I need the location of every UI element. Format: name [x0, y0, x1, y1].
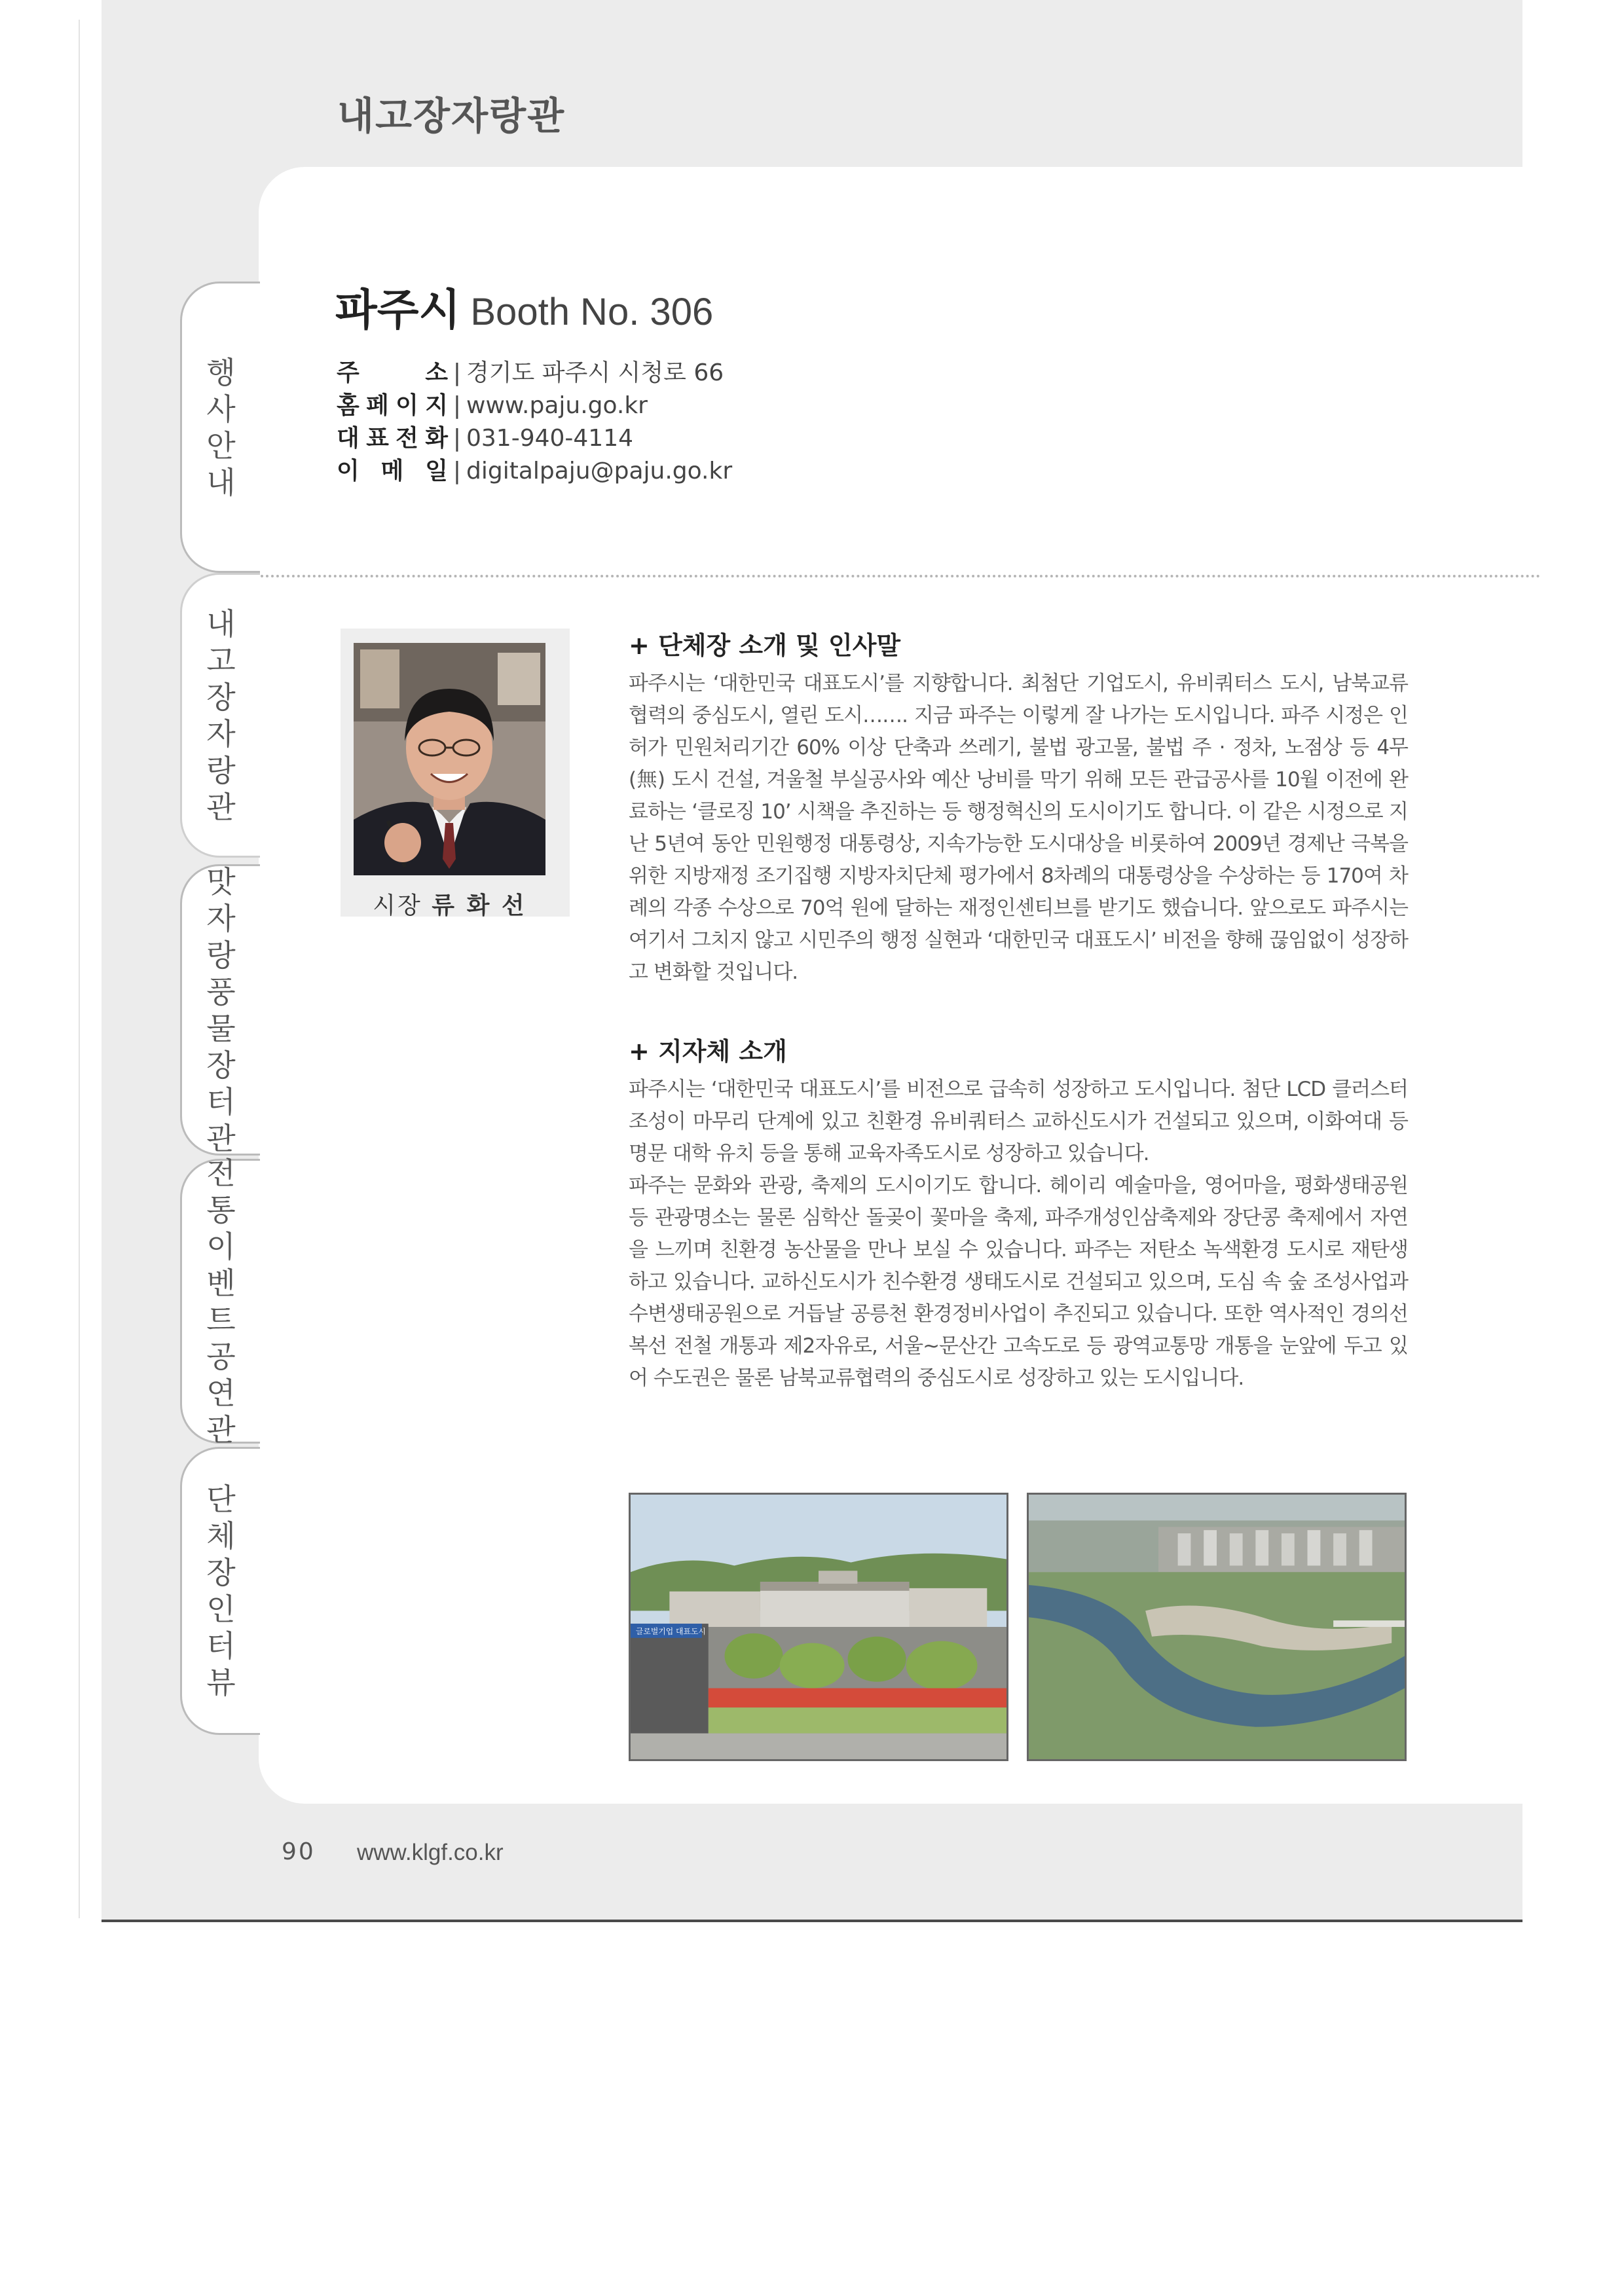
left-margin-rule	[79, 20, 80, 1918]
separator: |	[452, 425, 462, 452]
footer-url-link[interactable]: www.klgf.co.kr	[357, 1840, 504, 1865]
bottom-rule	[101, 1920, 1522, 1922]
city-intro-paragraph: 파주는 문화와 관광, 축제의 도시이기도 합니다. 헤이리 예술마을, 영어마을, 평화생태공원 등 관광명소는 물론 심학산 돌곶이 꽃마을 축제, 파주개성인삼축제와 장단콩 축제에서 자연을 느끼며 친환경 농산물을 만나 보실 수 있습니다. 파주는 저탄소 녹색환경 도시로 재탄생 하고 있습니다. 교하신도시가 친수환경 생태도시로 건설되고 있으며, 도심 속 숲 조성사업과 수변생태공원으로 거듭날 공릉천 환경정비사업이 추진되고 있습니다. 또한 역사적인 경의선 복선 전철 개통과 제2자유로, 서울~문산간 고속도로 등 광역교통망 개통을 눈앞에 두고 있어 수도권은 물론 남북교류협력의 중심도시로 성장하고 있는 도시입니다.	[629, 1174, 1408, 1390]
separator: |	[452, 392, 462, 419]
page-number: 90	[282, 1838, 316, 1865]
phone-label: 대 표 전 화	[337, 425, 448, 452]
booth-number: Booth No. 306	[470, 291, 714, 333]
mayor-name: 류 화 선	[432, 892, 526, 919]
address-label: 주 소	[337, 359, 448, 386]
tab-local-pride-label: 내고장자랑관	[206, 606, 236, 825]
email-link[interactable]: digitalpaju@paju.go.kr	[466, 458, 733, 484]
greeting-paragraph: 파주시는 ‘대한민국 대표도시’를 지향합니다. 최첨단 기업도시, 유비쿼터스 도시, 남북교류 협력의 중심도시, 열린 도시……. 지금 파주는 이렇게 잘 나가는 도시입니다. 파주 시정은 인허가 민원처리기간 60% 이상 단축과 쓰레기, 불법 광고물, 불법 주 · 정차, 노점상 등 4무(無) 도시 건설, 겨울철 부실공사와 예산 낭비를 막기 위해 모든 관급공사를 10월 이전에 완료하는 ‘클로징 10’ 시책을 추진하는 등 행정혁신의 도시이기도 합니다. 이 같은 시정으로 지난 5년여 동안 민원행정 대통령상, 지속가능한 도시대상을 비롯하여 2009년 경제난 극복을 위한 지방재정 조기집행 지방자치단체 평가에서 8차례의 대통령상을 수상하는 등 170여 차례의 각종 수상으로 70억 원에 달하는 재정인센티브를 받기도 했습니다. 앞으로도 파주시는 여기서 그치지 않고 시민주의 행정 실현과 ‘대한민국 대표도시’ 비전을 향해 끊임없이 성장하고 변화할 것입니다.	[629, 672, 1408, 984]
city-hall-photo	[629, 1493, 1008, 1761]
contact-phone-row	[337, 422, 732, 455]
mayor-portrait-image	[354, 643, 545, 875]
city-intro-body	[629, 1074, 1408, 1394]
contact-info	[337, 357, 732, 488]
mayor-title: 시장	[373, 892, 422, 919]
city-intro-heading: + 지자체 소개	[629, 1037, 787, 1066]
greeting-heading: + 단체장 소개 및 인사말	[629, 631, 901, 660]
tab-event-info[interactable]	[180, 282, 260, 573]
phone-value: 031-940-4114	[466, 425, 634, 452]
contact-homepage-row	[337, 390, 732, 422]
city-hall-banner-text: 글로벌기업 대표도시	[635, 1626, 706, 1636]
booth-title	[335, 275, 713, 337]
section-title: 내고장자랑관	[337, 94, 566, 138]
homepage-label: 홈 페 이 지	[337, 392, 448, 419]
homepage-link[interactable]: www.paju.go.kr	[466, 392, 648, 419]
mayor-caption	[354, 887, 545, 920]
aerial-city-photo	[1027, 1493, 1407, 1761]
contact-address-row	[337, 357, 732, 390]
tab-food-market[interactable]	[180, 864, 260, 1156]
separator: |	[452, 359, 462, 386]
booth-city: 파주시	[335, 285, 461, 335]
address-value: 경기도 파주시 시청로 66	[466, 359, 724, 386]
dotted-divider	[261, 575, 1541, 577]
tab-leader-interview-label: 단체장인터뷰	[206, 1482, 236, 1700]
separator: |	[452, 458, 462, 484]
tab-local-pride[interactable]	[180, 573, 260, 858]
tab-food-market-label: 맛자랑풍물장터관	[206, 864, 236, 1156]
city-intro-paragraph: 파주시는 ‘대한민국 대표도시’를 비전으로 급속히 성장하고 도시입니다. 첨단 LCD 클러스터 조성이 마무리 단계에 있고 친환경 유비쿼터스 교하신도시가 건설되고 있으며, 이화여대 등 명문 대학 유치 등을 통해 교육자족도시로 성장하고 있습니다.	[629, 1078, 1408, 1165]
greeting-body	[629, 668, 1408, 989]
email-label: 이 메 일	[337, 458, 448, 484]
tab-traditional-events[interactable]	[180, 1155, 260, 1448]
tab-event-info-label: 행사안내	[206, 354, 236, 500]
tab-traditional-events-label: 전통이벤트공연관	[206, 1155, 236, 1448]
tab-leader-interview[interactable]	[180, 1447, 260, 1735]
contact-email-row	[337, 455, 732, 488]
